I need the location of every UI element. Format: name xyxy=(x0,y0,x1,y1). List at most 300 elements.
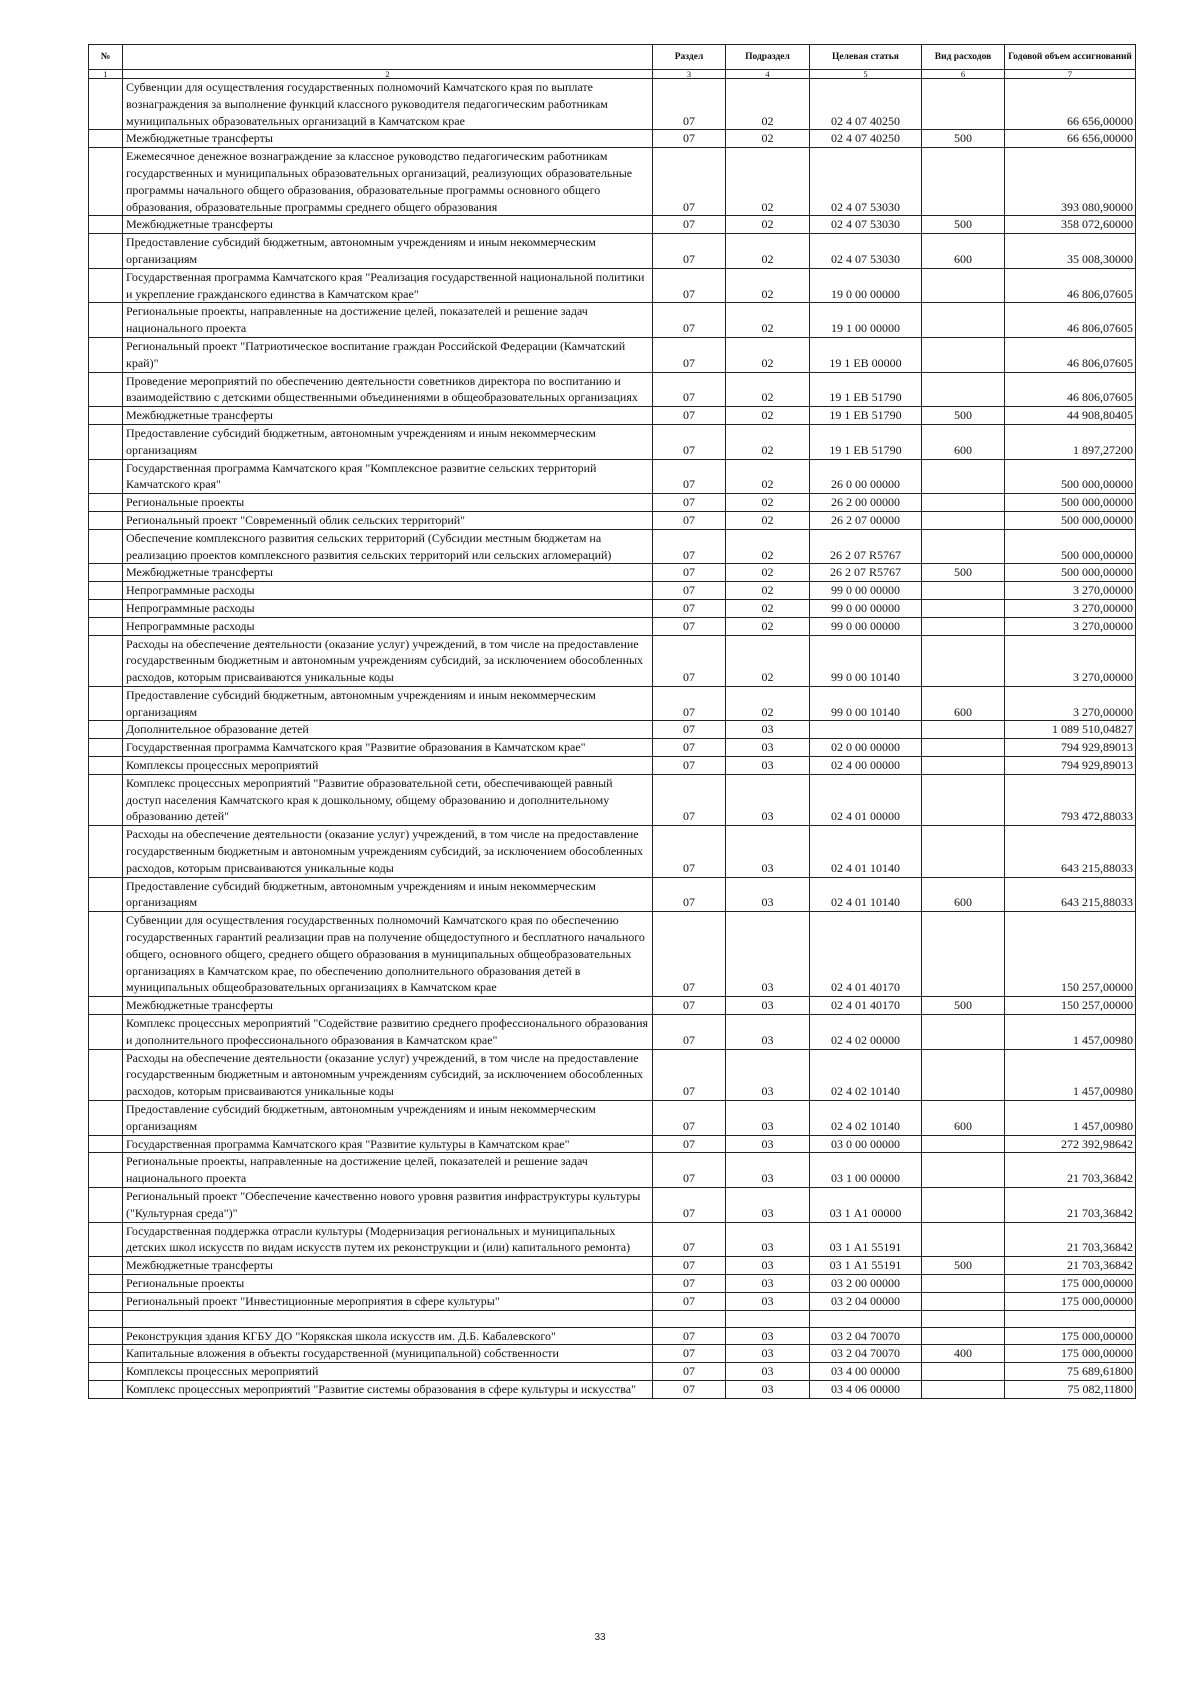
target-article-cell: 99 0 00 00000 xyxy=(810,582,922,600)
expense-type-cell: 600 xyxy=(922,424,1005,459)
razdel-cell: 07 xyxy=(653,337,726,372)
item-name-cell: Расходы на обеспечение деятельности (оказание услуг) учреждений, в том числе на предоставление государственным бюджетным и автономным учреждениям субсидий, за исключением обособленных расходов, которым присваиваются уникальные коды xyxy=(123,1049,653,1100)
razdel-cell: 07 xyxy=(653,997,726,1015)
item-name-cell: Региональный проект "Современный облик сельских территорий" xyxy=(123,511,653,529)
expense-type-cell xyxy=(922,459,1005,494)
podrazdel-cell: 02 xyxy=(726,511,810,529)
row-number-cell xyxy=(89,1363,123,1381)
index-cell: 7 xyxy=(1005,70,1136,79)
spacer-cell xyxy=(653,1310,726,1327)
target-article-cell: 03 1 А1 00000 xyxy=(810,1188,922,1223)
podrazdel-cell: 03 xyxy=(726,1222,810,1257)
row-number-cell xyxy=(89,337,123,372)
expense-type-cell: 500 xyxy=(922,130,1005,148)
expense-type-cell xyxy=(922,1153,1005,1188)
podrazdel-cell: 03 xyxy=(726,1015,810,1050)
expense-type-cell: 600 xyxy=(922,686,1005,721)
row-number-cell xyxy=(89,1292,123,1310)
item-name-cell: Расходы на обеспечение деятельности (оказание услуг) учреждений, в том числе на предоставление государственным бюджетным и автономным учреждениям субсидий, за исключением обособленных расходов, которым присваиваются уникальные коды xyxy=(123,635,653,686)
amount-cell: 21 703,36842 xyxy=(1005,1188,1136,1223)
row-number-cell xyxy=(89,216,123,234)
podrazdel-cell: 02 xyxy=(726,529,810,564)
table-row xyxy=(89,234,1136,269)
target-article-cell: 19 1 ЕВ 51790 xyxy=(810,372,922,407)
row-number-cell xyxy=(89,1257,123,1275)
row-number-cell xyxy=(89,617,123,635)
table-body xyxy=(89,79,1136,1399)
expense-type-cell xyxy=(922,1049,1005,1100)
amount-cell: 1 457,00980 xyxy=(1005,1049,1136,1100)
amount-cell: 794 929,89013 xyxy=(1005,757,1136,775)
row-number-cell xyxy=(89,1015,123,1050)
expense-type-cell xyxy=(922,511,1005,529)
podrazdel-cell: 02 xyxy=(726,337,810,372)
row-number-cell xyxy=(89,564,123,582)
amount-cell: 793 472,88033 xyxy=(1005,774,1136,825)
amount-cell: 46 806,07605 xyxy=(1005,337,1136,372)
amount-cell: 175 000,00000 xyxy=(1005,1327,1136,1345)
target-article-cell: 19 0 00 00000 xyxy=(810,268,922,303)
table-row xyxy=(89,582,1136,600)
amount-cell: 3 270,00000 xyxy=(1005,686,1136,721)
item-name-cell: Проведение мероприятий по обеспечению деятельности советников директора по воспитанию и взаимодействию с детскими общественными объединениями в общеобразовательных организациях xyxy=(123,372,653,407)
row-number-cell xyxy=(89,582,123,600)
item-name-cell: Комплексы процессных мероприятий xyxy=(123,757,653,775)
amount-cell: 75 082,11800 xyxy=(1005,1380,1136,1398)
table-row xyxy=(89,424,1136,459)
podrazdel-cell: 03 xyxy=(726,1049,810,1100)
item-name-cell: Предоставление субсидий бюджетным, автономным учреждениям и иным некоммерческим организациям xyxy=(123,686,653,721)
expense-type-cell xyxy=(922,1222,1005,1257)
spacer-cell xyxy=(726,1310,810,1327)
expense-type-cell xyxy=(922,1363,1005,1381)
razdel-cell: 07 xyxy=(653,721,726,739)
table-row xyxy=(89,1327,1136,1345)
index-cell: 3 xyxy=(653,70,726,79)
podrazdel-cell: 03 xyxy=(726,1153,810,1188)
row-number-cell xyxy=(89,268,123,303)
item-name-cell: Предоставление субсидий бюджетным, автономным учреждениям и иным некоммерческим организациям xyxy=(123,234,653,269)
razdel-cell: 07 xyxy=(653,582,726,600)
table-row xyxy=(89,1274,1136,1292)
item-name-cell: Обеспечение комплексного развития сельских территорий (Субсидии местным бюджетам на реализацию проектов комплексного развития сельских территорий или сельских агломераций) xyxy=(123,529,653,564)
item-name-cell: Региональный проект "Обеспечение качественно нового уровня развития инфраструктуры культуры ("Культурная среда")" xyxy=(123,1188,653,1223)
item-name-cell: Субвенции для осуществления государственных полномочий Камчатского края по выплате вознаграждения за выполнение функций классного руководителя педагогическим работникам муниципальных образовательных организаций в Камчатском крае xyxy=(123,79,653,130)
table-row xyxy=(89,686,1136,721)
target-article-cell: 02 4 01 10140 xyxy=(810,877,922,912)
amount-cell: 1 457,00980 xyxy=(1005,1015,1136,1050)
podrazdel-cell: 03 xyxy=(726,739,810,757)
table-row xyxy=(89,1380,1136,1398)
item-name-cell: Государственная программа Камчатского края "Развитие образования в Камчатском крае" xyxy=(123,739,653,757)
podrazdel-cell: 03 xyxy=(726,1135,810,1153)
item-name-cell: Межбюджетные трансферты xyxy=(123,997,653,1015)
index-row xyxy=(89,70,1136,79)
row-number-cell xyxy=(89,1049,123,1100)
table-row xyxy=(89,511,1136,529)
razdel-cell: 07 xyxy=(653,635,726,686)
row-number-cell xyxy=(89,1345,123,1363)
expense-type-cell xyxy=(922,757,1005,775)
amount-cell: 643 215,88033 xyxy=(1005,877,1136,912)
col-name-header xyxy=(123,45,653,70)
podrazdel-cell: 02 xyxy=(726,303,810,338)
amount-cell: 21 703,36842 xyxy=(1005,1153,1136,1188)
row-number-cell xyxy=(89,511,123,529)
target-article-cell: 02 4 01 10140 xyxy=(810,826,922,877)
item-name-cell: Непрограммные расходы xyxy=(123,617,653,635)
row-number-cell xyxy=(89,130,123,148)
target-article-cell: 02 4 00 00000 xyxy=(810,757,922,775)
amount-cell: 3 270,00000 xyxy=(1005,599,1136,617)
razdel-cell: 07 xyxy=(653,912,726,997)
expense-type-cell: 500 xyxy=(922,407,1005,425)
target-article-cell: 19 1 ЕВ 51790 xyxy=(810,424,922,459)
row-number-cell xyxy=(89,459,123,494)
amount-cell: 794 929,89013 xyxy=(1005,739,1136,757)
table-row xyxy=(89,216,1136,234)
table-row xyxy=(89,1153,1136,1188)
row-number-cell xyxy=(89,757,123,775)
target-article-cell: 02 4 02 10140 xyxy=(810,1101,922,1136)
index-cell: 5 xyxy=(810,70,922,79)
target-article-cell: 03 2 00 00000 xyxy=(810,1274,922,1292)
razdel-cell: 07 xyxy=(653,774,726,825)
spacer-row xyxy=(89,1310,1136,1327)
razdel-cell: 07 xyxy=(653,216,726,234)
table-row xyxy=(89,739,1136,757)
razdel-cell: 07 xyxy=(653,1327,726,1345)
table-row xyxy=(89,912,1136,997)
row-number-cell xyxy=(89,912,123,997)
item-name-cell: Реконструкция здания КГБУ ДО "Корякская школа искусств им. Д.Б. Кабалевского" xyxy=(123,1327,653,1345)
expense-type-cell xyxy=(922,529,1005,564)
expense-type-cell xyxy=(922,303,1005,338)
table-row xyxy=(89,757,1136,775)
col-razdel-header: Раздел xyxy=(653,45,726,70)
col-number-header: № xyxy=(89,45,123,70)
target-article-cell: 03 2 04 00000 xyxy=(810,1292,922,1310)
target-article-cell: 26 2 00 00000 xyxy=(810,494,922,512)
table-row xyxy=(89,997,1136,1015)
row-number-cell xyxy=(89,407,123,425)
razdel-cell: 07 xyxy=(653,529,726,564)
amount-cell: 35 008,30000 xyxy=(1005,234,1136,269)
expense-type-cell: 500 xyxy=(922,216,1005,234)
expense-type-cell xyxy=(922,1292,1005,1310)
razdel-cell: 07 xyxy=(653,79,726,130)
razdel-cell: 07 xyxy=(653,130,726,148)
expense-type-cell: 400 xyxy=(922,1345,1005,1363)
expense-type-cell xyxy=(922,79,1005,130)
index-cell: 4 xyxy=(726,70,810,79)
expense-type-cell: 600 xyxy=(922,234,1005,269)
podrazdel-cell: 03 xyxy=(726,721,810,739)
podrazdel-cell: 03 xyxy=(726,1345,810,1363)
row-number-cell xyxy=(89,826,123,877)
item-name-cell: Дополнительное образование детей xyxy=(123,721,653,739)
target-article-cell: 03 1 А1 55191 xyxy=(810,1222,922,1257)
table-row xyxy=(89,1292,1136,1310)
expense-type-cell: 500 xyxy=(922,997,1005,1015)
expense-type-cell xyxy=(922,1015,1005,1050)
budget-document xyxy=(88,44,1135,1399)
table-row xyxy=(89,877,1136,912)
razdel-cell: 07 xyxy=(653,1274,726,1292)
expense-type-cell xyxy=(922,148,1005,216)
target-article-cell: 02 4 01 40170 xyxy=(810,997,922,1015)
amount-cell: 500 000,00000 xyxy=(1005,459,1136,494)
target-article-cell: 03 1 А1 55191 xyxy=(810,1257,922,1275)
amount-cell: 3 270,00000 xyxy=(1005,617,1136,635)
budget-table xyxy=(88,44,1136,1399)
expense-type-cell xyxy=(922,494,1005,512)
podrazdel-cell: 02 xyxy=(726,79,810,130)
razdel-cell: 07 xyxy=(653,1049,726,1100)
razdel-cell: 07 xyxy=(653,494,726,512)
amount-cell: 21 703,36842 xyxy=(1005,1257,1136,1275)
razdel-cell: 07 xyxy=(653,1153,726,1188)
table-row xyxy=(89,407,1136,425)
razdel-cell: 07 xyxy=(653,564,726,582)
expense-type-cell xyxy=(922,1274,1005,1292)
razdel-cell: 07 xyxy=(653,1135,726,1153)
podrazdel-cell: 02 xyxy=(726,617,810,635)
row-number-cell xyxy=(89,1101,123,1136)
razdel-cell: 07 xyxy=(653,1188,726,1223)
target-article-cell: 19 1 00 00000 xyxy=(810,303,922,338)
razdel-cell: 07 xyxy=(653,1222,726,1257)
amount-cell: 66 656,00000 xyxy=(1005,130,1136,148)
amount-cell: 643 215,88033 xyxy=(1005,826,1136,877)
table-row xyxy=(89,268,1136,303)
razdel-cell: 07 xyxy=(653,1380,726,1398)
item-name-cell: Комплекс процессных мероприятий "Развитие системы образования в сфере культуры и искусства" xyxy=(123,1380,653,1398)
expense-type-cell xyxy=(922,1135,1005,1153)
table-row xyxy=(89,1363,1136,1381)
razdel-cell: 07 xyxy=(653,1345,726,1363)
target-article-cell: 19 1 ЕВ 51790 xyxy=(810,407,922,425)
table-row xyxy=(89,459,1136,494)
item-name-cell: Региональный проект "Инвестиционные мероприятия в сфере культуры" xyxy=(123,1292,653,1310)
amount-cell: 500 000,00000 xyxy=(1005,494,1136,512)
target-article-cell: 03 0 00 00000 xyxy=(810,1135,922,1153)
expense-type-cell xyxy=(922,635,1005,686)
expense-type-cell: 500 xyxy=(922,564,1005,582)
amount-cell: 44 908,80405 xyxy=(1005,407,1136,425)
razdel-cell: 07 xyxy=(653,757,726,775)
podrazdel-cell: 03 xyxy=(726,826,810,877)
row-number-cell xyxy=(89,372,123,407)
amount-cell: 272 392,98642 xyxy=(1005,1135,1136,1153)
razdel-cell: 07 xyxy=(653,268,726,303)
item-name-cell: Межбюджетные трансферты xyxy=(123,1257,653,1275)
amount-cell: 46 806,07605 xyxy=(1005,303,1136,338)
header-row xyxy=(89,45,1136,70)
target-article-cell: 99 0 00 10140 xyxy=(810,686,922,721)
item-name-cell: Субвенции для осуществления государственных полномочий Камчатского края по обеспечению государственных гарантий реализации прав на получение общедоступного и бесплатного начального общего, основного общего, среднего общего образования в муниципальных общеобразовательных организациях в Камчатском крае, по обеспечению дополнительного образования детей в муниципальных общеобразовательных организациях в Камчатском крае xyxy=(123,912,653,997)
amount-cell: 393 080,90000 xyxy=(1005,148,1136,216)
amount-cell: 46 806,07605 xyxy=(1005,372,1136,407)
table-row xyxy=(89,1222,1136,1257)
row-number-cell xyxy=(89,1188,123,1223)
expense-type-cell xyxy=(922,1188,1005,1223)
table-row xyxy=(89,303,1136,338)
spacer-cell xyxy=(922,1310,1005,1327)
table-row xyxy=(89,372,1136,407)
podrazdel-cell: 03 xyxy=(726,757,810,775)
razdel-cell: 07 xyxy=(653,617,726,635)
amount-cell: 150 257,00000 xyxy=(1005,997,1136,1015)
row-number-cell xyxy=(89,148,123,216)
item-name-cell: Расходы на обеспечение деятельности (оказание услуг) учреждений, в том числе на предоставление государственным бюджетным и автономным учреждениям субсидий, за исключением обособленных расходов, которым присваиваются уникальные коды xyxy=(123,826,653,877)
table-row xyxy=(89,826,1136,877)
spacer-cell xyxy=(123,1310,653,1327)
item-name-cell: Капитальные вложения в объекты государственной (муниципальной) собственности xyxy=(123,1345,653,1363)
podrazdel-cell: 02 xyxy=(726,234,810,269)
amount-cell: 1 897,27200 xyxy=(1005,424,1136,459)
podrazdel-cell: 03 xyxy=(726,1327,810,1345)
target-article-cell: 26 0 00 00000 xyxy=(810,459,922,494)
target-article-cell: 02 4 07 40250 xyxy=(810,79,922,130)
item-name-cell: Предоставление субсидий бюджетным, автономным учреждениям и иным некоммерческим организациям xyxy=(123,1101,653,1136)
podrazdel-cell: 02 xyxy=(726,407,810,425)
target-article-cell: 99 0 00 00000 xyxy=(810,599,922,617)
page-number: 33 xyxy=(594,1632,606,1643)
spacer-cell xyxy=(810,1310,922,1327)
spacer-cell xyxy=(89,1310,123,1327)
table-row xyxy=(89,1015,1136,1050)
item-name-cell: Межбюджетные трансферты xyxy=(123,407,653,425)
amount-cell: 3 270,00000 xyxy=(1005,635,1136,686)
item-name-cell: Государственная программа Камчатского края "Комплексное развитие сельских территорий Камчатского края" xyxy=(123,459,653,494)
expense-type-cell xyxy=(922,1380,1005,1398)
amount-cell: 75 689,61800 xyxy=(1005,1363,1136,1381)
expense-type-cell xyxy=(922,1327,1005,1345)
amount-cell: 21 703,36842 xyxy=(1005,1222,1136,1257)
item-name-cell: Государственная программа Камчатского края "Реализация государственной национальной политики и укрепление гражданского единства в Камчатском крае" xyxy=(123,268,653,303)
item-name-cell: Государственная программа Камчатского края "Развитие культуры в Камчатском крае" xyxy=(123,1135,653,1153)
podrazdel-cell: 03 xyxy=(726,1274,810,1292)
item-name-cell: Межбюджетные трансферты xyxy=(123,130,653,148)
row-number-cell xyxy=(89,635,123,686)
podrazdel-cell: 03 xyxy=(726,1101,810,1136)
row-number-cell xyxy=(89,1274,123,1292)
podrazdel-cell: 02 xyxy=(726,582,810,600)
podrazdel-cell: 02 xyxy=(726,268,810,303)
target-article-cell: 03 2 04 70070 xyxy=(810,1327,922,1345)
table-row xyxy=(89,1101,1136,1136)
podrazdel-cell: 03 xyxy=(726,1188,810,1223)
item-name-cell: Ежемесячное денежное вознаграждение за классное руководство педагогическим работникам государственных и муниципальных образовательных организаций, реализующих образовательные программы начального общего образования, образовательные программы основного общего образования, образовательные программы среднего общего образования xyxy=(123,148,653,216)
table-row xyxy=(89,617,1136,635)
table-row xyxy=(89,599,1136,617)
podrazdel-cell: 02 xyxy=(726,424,810,459)
expense-type-cell xyxy=(922,599,1005,617)
podrazdel-cell: 02 xyxy=(726,635,810,686)
expense-type-cell xyxy=(922,739,1005,757)
table-row xyxy=(89,529,1136,564)
row-number-cell xyxy=(89,1135,123,1153)
razdel-cell: 07 xyxy=(653,511,726,529)
razdel-cell: 07 xyxy=(653,234,726,269)
target-article-cell: 02 4 02 10140 xyxy=(810,1049,922,1100)
table-row xyxy=(89,337,1136,372)
podrazdel-cell: 02 xyxy=(726,372,810,407)
podrazdel-cell: 02 xyxy=(726,564,810,582)
item-name-cell: Комплекс процессных мероприятий "Содействие развитию среднего профессионального образования и дополнительного профессионального образования в Камчатском крае" xyxy=(123,1015,653,1050)
item-name-cell: Региональный проект "Патриотическое воспитание граждан Российской Федерации (Камчатский край)" xyxy=(123,337,653,372)
row-number-cell xyxy=(89,774,123,825)
index-cell: 2 xyxy=(123,70,653,79)
expense-type-cell xyxy=(922,582,1005,600)
row-number-cell xyxy=(89,997,123,1015)
podrazdel-cell: 03 xyxy=(726,877,810,912)
target-article-cell: 26 2 07 00000 xyxy=(810,511,922,529)
target-article-cell xyxy=(810,721,922,739)
expense-type-cell xyxy=(922,372,1005,407)
razdel-cell: 07 xyxy=(653,739,726,757)
expense-type-cell: 500 xyxy=(922,1257,1005,1275)
expense-type-cell: 600 xyxy=(922,877,1005,912)
row-number-cell xyxy=(89,686,123,721)
razdel-cell: 07 xyxy=(653,686,726,721)
razdel-cell: 07 xyxy=(653,1101,726,1136)
target-article-cell: 99 0 00 10140 xyxy=(810,635,922,686)
razdel-cell: 07 xyxy=(653,303,726,338)
item-name-cell: Региональные проекты, направленные на достижение целей, показателей и решение задач национального проекта xyxy=(123,303,653,338)
table-row xyxy=(89,148,1136,216)
podrazdel-cell: 02 xyxy=(726,599,810,617)
razdel-cell: 07 xyxy=(653,1363,726,1381)
expense-type-cell xyxy=(922,617,1005,635)
item-name-cell: Предоставление субсидий бюджетным, автономным учреждениям и иным некоммерческим организациям xyxy=(123,877,653,912)
item-name-cell: Государственная поддержка отрасли культуры (Модернизация региональных и муниципальных детских школ искусств по видам искусств путем их реконструкции и (или) капитального ремонта) xyxy=(123,1222,653,1257)
target-article-cell: 03 4 06 00000 xyxy=(810,1380,922,1398)
row-number-cell xyxy=(89,1327,123,1345)
podrazdel-cell: 02 xyxy=(726,216,810,234)
item-name-cell: Региональные проекты xyxy=(123,1274,653,1292)
item-name-cell: Предоставление субсидий бюджетным, автономным учреждениям и иным некоммерческим организациям xyxy=(123,424,653,459)
podrazdel-cell: 02 xyxy=(726,459,810,494)
razdel-cell: 07 xyxy=(653,599,726,617)
target-article-cell: 02 4 07 53030 xyxy=(810,234,922,269)
target-article-cell: 02 4 01 40170 xyxy=(810,912,922,997)
col-podrazdel-header: Подраздел xyxy=(726,45,810,70)
table-row xyxy=(89,494,1136,512)
expense-type-cell xyxy=(922,268,1005,303)
target-article-cell: 02 4 07 53030 xyxy=(810,148,922,216)
row-number-cell xyxy=(89,599,123,617)
amount-cell: 1 457,00980 xyxy=(1005,1101,1136,1136)
table-row xyxy=(89,774,1136,825)
podrazdel-cell: 03 xyxy=(726,912,810,997)
item-name-cell: Комплекс процессных мероприятий "Развитие образовательной сети, обеспечивающей равный доступ населения Камчатского края к дошкольному, общему образованию и дополнительному образованию детей" xyxy=(123,774,653,825)
col-expense-type-header: Вид расходов xyxy=(922,45,1005,70)
target-article-cell: 02 4 07 53030 xyxy=(810,216,922,234)
row-number-cell xyxy=(89,529,123,564)
target-article-cell: 26 2 07 R5767 xyxy=(810,529,922,564)
podrazdel-cell: 03 xyxy=(726,1292,810,1310)
table-row xyxy=(89,1135,1136,1153)
razdel-cell: 07 xyxy=(653,148,726,216)
razdel-cell: 07 xyxy=(653,407,726,425)
amount-cell: 358 072,60000 xyxy=(1005,216,1136,234)
razdel-cell: 07 xyxy=(653,1292,726,1310)
row-number-cell xyxy=(89,1380,123,1398)
index-cell: 1 xyxy=(89,70,123,79)
item-name-cell: Межбюджетные трансферты xyxy=(123,216,653,234)
